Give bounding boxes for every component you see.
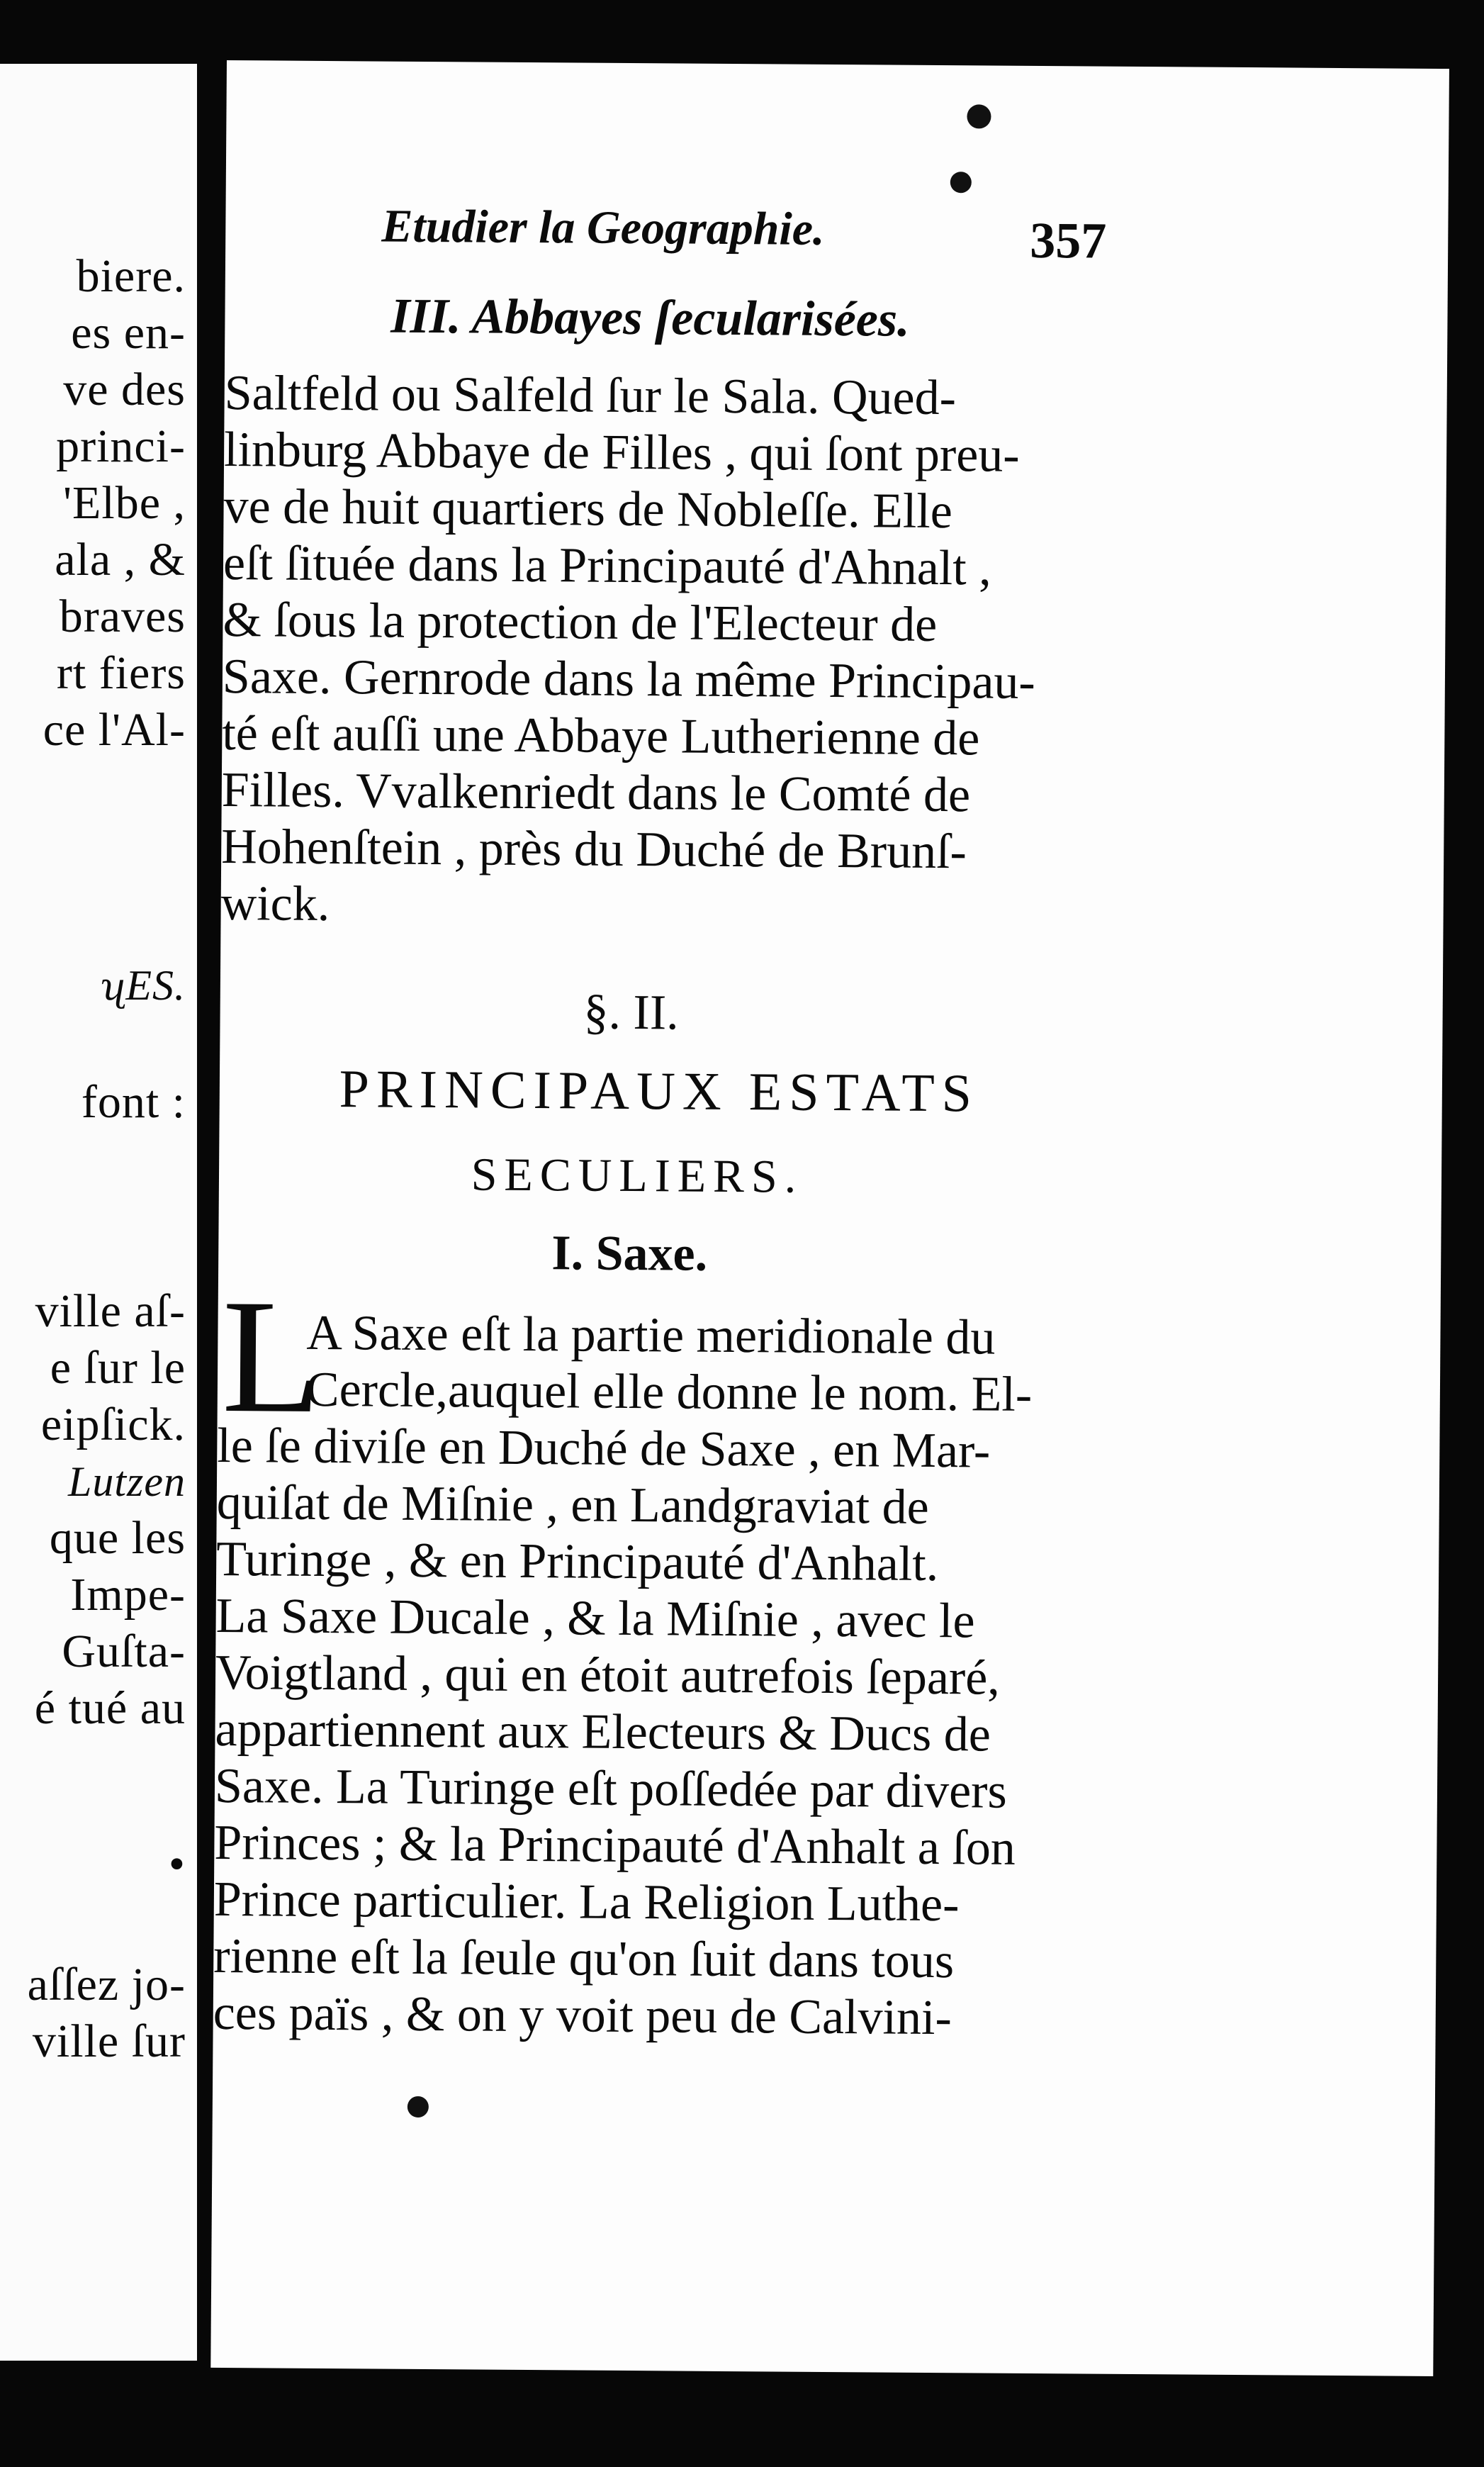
text-line: La Saxe Ducale , & la Miſnie , avec le: [215, 1588, 975, 1649]
left-line: braves: [59, 591, 186, 642]
main-page: [210, 60, 1449, 2376]
left-line: rt fiers: [56, 647, 186, 699]
text-line: Hohenſtein , près du Duché de Brunſ-: [220, 819, 967, 880]
left-line: Impe-: [70, 1569, 186, 1621]
section-mark: §. II.: [583, 985, 679, 1041]
text-line: & ſous la protection de l'Electeur de: [223, 592, 938, 653]
text-line: rienne eſt la ſeule qu'on ſuit dans tous: [213, 1928, 955, 1989]
ink-spot: [950, 172, 972, 193]
text-line: A Saxe eſt la partie meridionale du: [306, 1305, 996, 1365]
text-line: Princes ; & la Principauté d'Anhalt a ſon: [214, 1815, 1016, 1876]
left-line: ce l'Al-: [43, 704, 186, 756]
text-line: Saxe. La Turinge eſt poſſedée par divers: [214, 1758, 1008, 1819]
left-line: aſſez jo-: [27, 1959, 186, 2010]
left-line: ve des: [63, 364, 186, 415]
left-line: biere.: [76, 250, 186, 302]
text-line: appartiennent aux Electeurs & Ducs de: [215, 1701, 991, 1762]
page-number: 357: [1029, 211, 1107, 269]
drop-cap: L: [221, 1265, 322, 1447]
text-line: Filles. Vvalkenriedt dans le Comté de: [221, 762, 971, 823]
ink-spot: [407, 2096, 429, 2118]
text-line: wick.: [220, 876, 330, 932]
text-line: ces païs , & on y voit peu de Calvini-: [213, 1985, 952, 2046]
left-line: ʯES.: [102, 962, 186, 1009]
left-line: •: [168, 1838, 186, 1890]
text-line: Saltfeld ou Salfeld ſur le Sala. Qued-: [224, 365, 957, 426]
left-line: es en-: [71, 307, 186, 359]
left-line: Guſta-: [62, 1626, 186, 1677]
text-line: quiſat de Miſnie , en Landgraviat de: [216, 1475, 929, 1535]
text-line: té eſt auſſi une Abbaye Lutherienne de: [222, 705, 980, 766]
subheading: I. Saxe.: [551, 1226, 708, 1282]
left-line: ville aſ-: [35, 1285, 186, 1337]
text-line: Saxe. Gernrode dans la même Principau-: [222, 649, 1036, 710]
chapter-title: PRINCIPAUX ESTATS: [339, 1059, 979, 1124]
left-line: Lutzen: [67, 1458, 186, 1505]
previous-page-fragment: [0, 64, 197, 2361]
text-line: eſt ſituée dans la Principauté d'Ahnalt ,: [223, 535, 991, 596]
left-line: 'Elbe ,: [63, 477, 186, 529]
text-line: linburg Abbaye de Filles , qui ſont preu-: [223, 422, 1020, 483]
running-head: Etudier la Geographie.: [381, 200, 825, 255]
left-line: ala , &: [55, 534, 186, 586]
text-line: ve de huit quartiers de Nobleſſe. Elle: [223, 479, 953, 539]
chapter-title-continued: SECULIERS.: [471, 1148, 804, 1203]
section-heading: III. Abbayes ſecularisées.: [390, 289, 910, 347]
text-line: Voigtland , qui en étoit autrefois ſeparé,: [215, 1645, 1001, 1706]
text-line: Prince particulier. La Religion Luthe-: [213, 1872, 960, 1932]
text-line: le ſe diviſe en Duché de Saxe , en Mar-: [217, 1418, 991, 1479]
left-line: eipſick.: [40, 1399, 186, 1450]
text-line: Turinge , & en Principauté d'Anhalt.: [215, 1531, 939, 1592]
left-line: font :: [81, 1076, 186, 1128]
text-line: Cercle,auquel elle donne le nom. El-: [305, 1362, 1033, 1422]
left-line: e ſur le: [50, 1342, 186, 1394]
left-line: princi-: [56, 420, 186, 472]
ink-spot: [967, 104, 991, 128]
left-line: é tué au: [34, 1682, 186, 1734]
left-line: ville ſur: [32, 2015, 186, 2067]
left-line: que les: [49, 1512, 186, 1564]
